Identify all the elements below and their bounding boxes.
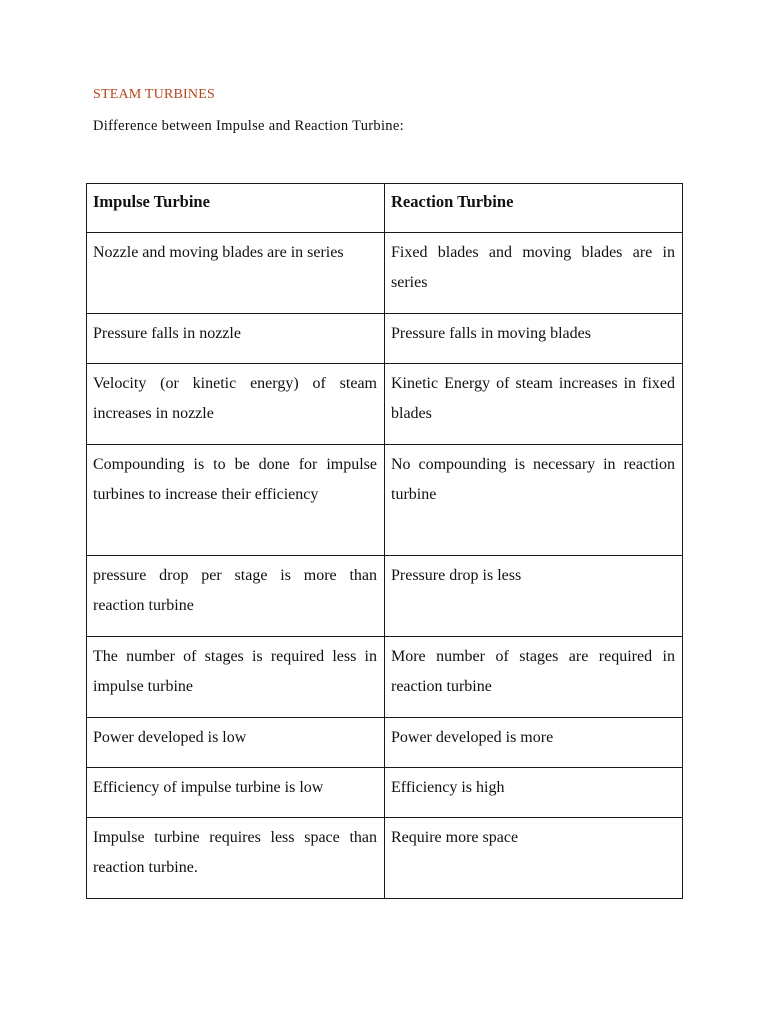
impulse-cell: Impulse turbine requires less space than reaction turbine. xyxy=(87,818,385,899)
page-title: STEAM TURBINES xyxy=(93,87,215,102)
impulse-cell: Nozzle and moving blades are in series xyxy=(87,233,385,314)
reaction-cell: Kinetic Energy of steam increases in fixed blades xyxy=(385,364,683,445)
table-row xyxy=(87,818,683,899)
reaction-cell: Require more space xyxy=(385,818,683,899)
table-row xyxy=(87,445,683,556)
page-subtitle: Difference between Impulse and Reaction Turbine: xyxy=(93,118,404,134)
table-row xyxy=(87,233,683,314)
impulse-cell: Velocity (or kinetic energy) of steam increases in nozzle xyxy=(87,364,385,445)
reaction-cell: Pressure falls in moving blades xyxy=(385,314,683,364)
table-header-row xyxy=(87,184,683,233)
comparison-table xyxy=(86,183,683,899)
reaction-cell: No compounding is necessary in reaction turbine xyxy=(385,445,683,556)
impulse-cell: The number of stages is required less in impulse turbine xyxy=(87,637,385,718)
table-row xyxy=(87,718,683,768)
impulse-cell: pressure drop per stage is more than reaction turbine xyxy=(87,556,385,637)
table-row xyxy=(87,637,683,718)
table-row xyxy=(87,768,683,818)
reaction-cell: Power developed is more xyxy=(385,718,683,768)
table-row xyxy=(87,314,683,364)
table-row xyxy=(87,556,683,637)
reaction-cell: Efficiency is high xyxy=(385,768,683,818)
reaction-cell: Pressure drop is less xyxy=(385,556,683,637)
impulse-cell: Compounding is to be done for impulse turbines to increase their efficiency xyxy=(87,445,385,556)
impulse-cell: Power developed is low xyxy=(87,718,385,768)
header-impulse-turbine: Impulse Turbine xyxy=(87,184,385,233)
reaction-cell: Fixed blades and moving blades are in series xyxy=(385,233,683,314)
impulse-cell: Pressure falls in nozzle xyxy=(87,314,385,364)
reaction-cell: More number of stages are required in reaction turbine xyxy=(385,637,683,718)
table-row xyxy=(87,364,683,445)
impulse-cell: Efficiency of impulse turbine is low xyxy=(87,768,385,818)
header-reaction-turbine: Reaction Turbine xyxy=(385,184,683,233)
